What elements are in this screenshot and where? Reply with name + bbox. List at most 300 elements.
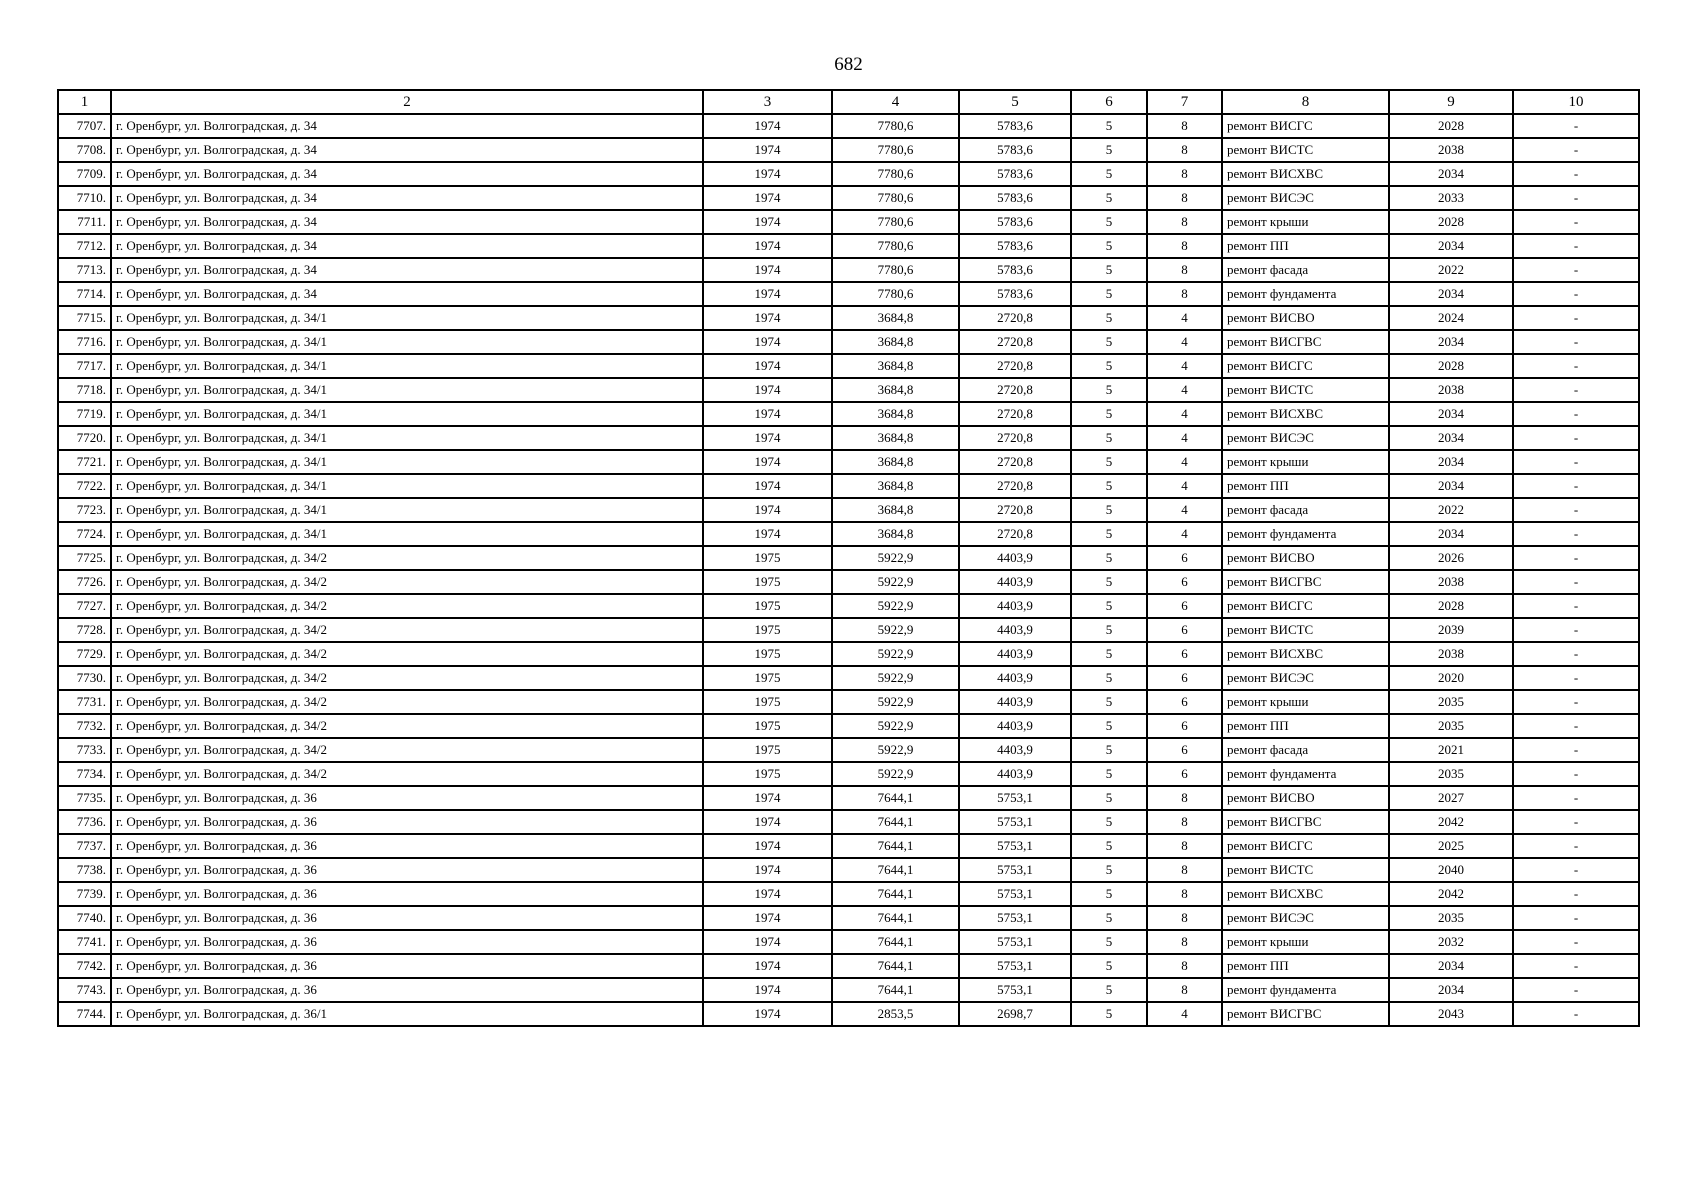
row-number-cell: 7712. [58, 234, 111, 258]
column-header: 4 [832, 90, 959, 114]
year-cell: 1975 [703, 762, 832, 786]
plan-year-cell: 2039 [1389, 618, 1513, 642]
entrances-cell: 8 [1147, 234, 1222, 258]
address-cell: г. Оренбург, ул. Волгоградская, д. 34/1 [111, 402, 703, 426]
area-total-cell: 7644,1 [832, 786, 959, 810]
area-living-cell: 5783,6 [959, 234, 1071, 258]
table-row [58, 762, 1639, 786]
area-living-cell: 2720,8 [959, 402, 1071, 426]
table-row [58, 786, 1639, 810]
year-cell: 1974 [703, 186, 832, 210]
year-cell: 1974 [703, 210, 832, 234]
address-cell: г. Оренбург, ул. Волгоградская, д. 34/2 [111, 642, 703, 666]
address-cell: г. Оренбург, ул. Волгоградская, д. 34 [111, 186, 703, 210]
row-number-cell: 7723. [58, 498, 111, 522]
table-row [58, 546, 1639, 570]
work-type-cell: ремонт ПП [1222, 714, 1389, 738]
address-cell: г. Оренбург, ул. Волгоградская, д. 34/2 [111, 666, 703, 690]
entrances-cell: 8 [1147, 882, 1222, 906]
address-cell: г. Оренбург, ул. Волгоградская, д. 34/2 [111, 690, 703, 714]
table-row [58, 186, 1639, 210]
area-living-cell: 5783,6 [959, 186, 1071, 210]
year-cell: 1974 [703, 234, 832, 258]
row-number-cell: 7737. [58, 834, 111, 858]
floors-cell: 5 [1071, 786, 1147, 810]
table-row [58, 858, 1639, 882]
floors-cell: 5 [1071, 258, 1147, 282]
plan-year-cell: 2042 [1389, 882, 1513, 906]
address-cell: г. Оренбург, ул. Волгоградская, д. 34 [111, 162, 703, 186]
area-total-cell: 5922,9 [832, 762, 959, 786]
row-number-cell: 7738. [58, 858, 111, 882]
address-cell: г. Оренбург, ул. Волгоградская, д. 34/2 [111, 546, 703, 570]
year-cell: 1974 [703, 426, 832, 450]
area-total-cell: 7644,1 [832, 834, 959, 858]
area-living-cell: 4403,9 [959, 570, 1071, 594]
address-cell: г. Оренбург, ул. Волгоградская, д. 34 [111, 282, 703, 306]
row-number-cell: 7731. [58, 690, 111, 714]
floors-cell: 5 [1071, 594, 1147, 618]
entrances-cell: 8 [1147, 858, 1222, 882]
area-total-cell: 7644,1 [832, 810, 959, 834]
entrances-cell: 4 [1147, 474, 1222, 498]
work-type-cell: ремонт фасада [1222, 258, 1389, 282]
area-living-cell: 4403,9 [959, 714, 1071, 738]
note-cell: - [1513, 906, 1639, 930]
area-total-cell: 5922,9 [832, 594, 959, 618]
area-living-cell: 2720,8 [959, 498, 1071, 522]
work-type-cell: ремонт ВИСТС [1222, 618, 1389, 642]
note-cell: - [1513, 450, 1639, 474]
work-type-cell: ремонт ВИСХВС [1222, 402, 1389, 426]
table-row [58, 354, 1639, 378]
entrances-cell: 4 [1147, 306, 1222, 330]
area-living-cell: 4403,9 [959, 738, 1071, 762]
row-number-cell: 7717. [58, 354, 111, 378]
table-row [58, 474, 1639, 498]
work-type-cell: ремонт ВИСГВС [1222, 1002, 1389, 1026]
year-cell: 1975 [703, 714, 832, 738]
area-total-cell: 5922,9 [832, 546, 959, 570]
area-living-cell: 5783,6 [959, 258, 1071, 282]
table-row [58, 906, 1639, 930]
address-cell: г. Оренбург, ул. Волгоградская, д. 36 [111, 882, 703, 906]
work-type-cell: ремонт ПП [1222, 474, 1389, 498]
plan-year-cell: 2021 [1389, 738, 1513, 762]
entrances-cell: 6 [1147, 690, 1222, 714]
area-living-cell: 5753,1 [959, 858, 1071, 882]
address-cell: г. Оренбург, ул. Волгоградская, д. 34/2 [111, 570, 703, 594]
floors-cell: 5 [1071, 378, 1147, 402]
table-row [58, 570, 1639, 594]
area-total-cell: 5922,9 [832, 690, 959, 714]
work-type-cell: ремонт ВИСТС [1222, 138, 1389, 162]
plan-year-cell: 2028 [1389, 114, 1513, 138]
year-cell: 1974 [703, 114, 832, 138]
work-type-cell: ремонт ВИСТС [1222, 858, 1389, 882]
entrances-cell: 6 [1147, 762, 1222, 786]
year-cell: 1974 [703, 306, 832, 330]
row-number-cell: 7716. [58, 330, 111, 354]
area-total-cell: 7780,6 [832, 210, 959, 234]
plan-year-cell: 2038 [1389, 138, 1513, 162]
work-type-cell: ремонт ВИСГС [1222, 114, 1389, 138]
floors-cell: 5 [1071, 618, 1147, 642]
year-cell: 1974 [703, 786, 832, 810]
note-cell: - [1513, 234, 1639, 258]
area-living-cell: 2720,8 [959, 378, 1071, 402]
entrances-cell: 8 [1147, 114, 1222, 138]
area-living-cell: 4403,9 [959, 618, 1071, 642]
table-row [58, 714, 1639, 738]
area-total-cell: 5922,9 [832, 666, 959, 690]
row-number-cell: 7725. [58, 546, 111, 570]
floors-cell: 5 [1071, 642, 1147, 666]
work-type-cell: ремонт крыши [1222, 930, 1389, 954]
address-cell: г. Оренбург, ул. Волгоградская, д. 34/2 [111, 714, 703, 738]
floors-cell: 5 [1071, 978, 1147, 1002]
table-row [58, 114, 1639, 138]
table-row [58, 882, 1639, 906]
floors-cell: 5 [1071, 522, 1147, 546]
table-row [58, 930, 1639, 954]
plan-year-cell: 2035 [1389, 906, 1513, 930]
column-header: 10 [1513, 90, 1639, 114]
year-cell: 1974 [703, 474, 832, 498]
area-living-cell: 5753,1 [959, 834, 1071, 858]
plan-year-cell: 2034 [1389, 282, 1513, 306]
area-total-cell: 7780,6 [832, 258, 959, 282]
address-cell: г. Оренбург, ул. Волгоградская, д. 36 [111, 858, 703, 882]
year-cell: 1974 [703, 930, 832, 954]
work-type-cell: ремонт ВИСГС [1222, 354, 1389, 378]
entrances-cell: 8 [1147, 186, 1222, 210]
year-cell: 1974 [703, 282, 832, 306]
entrances-cell: 8 [1147, 810, 1222, 834]
note-cell: - [1513, 738, 1639, 762]
address-cell: г. Оренбург, ул. Волгоградская, д. 34/1 [111, 378, 703, 402]
address-cell: г. Оренбург, ул. Волгоградская, д. 36 [111, 930, 703, 954]
note-cell: - [1513, 594, 1639, 618]
table-row [58, 1002, 1639, 1026]
address-cell: г. Оренбург, ул. Волгоградская, д. 34/2 [111, 618, 703, 642]
work-type-cell: ремонт фундамента [1222, 522, 1389, 546]
plan-year-cell: 2034 [1389, 474, 1513, 498]
work-type-cell: ремонт фундамента [1222, 978, 1389, 1002]
area-living-cell: 4403,9 [959, 594, 1071, 618]
address-cell: г. Оренбург, ул. Волгоградская, д. 34/1 [111, 450, 703, 474]
address-cell: г. Оренбург, ул. Волгоградская, д. 34/2 [111, 762, 703, 786]
floors-cell: 5 [1071, 114, 1147, 138]
table-row [58, 402, 1639, 426]
plan-year-cell: 2035 [1389, 714, 1513, 738]
table-row [58, 618, 1639, 642]
table-row [58, 426, 1639, 450]
note-cell: - [1513, 690, 1639, 714]
table-row [58, 954, 1639, 978]
area-total-cell: 7780,6 [832, 186, 959, 210]
plan-year-cell: 2034 [1389, 330, 1513, 354]
area-total-cell: 5922,9 [832, 570, 959, 594]
area-living-cell: 5753,1 [959, 906, 1071, 930]
address-cell: г. Оренбург, ул. Волгоградская, д. 36/1 [111, 1002, 703, 1026]
area-total-cell: 7644,1 [832, 930, 959, 954]
plan-year-cell: 2025 [1389, 834, 1513, 858]
area-living-cell: 5783,6 [959, 282, 1071, 306]
address-cell: г. Оренбург, ул. Волгоградская, д. 34 [111, 138, 703, 162]
note-cell: - [1513, 546, 1639, 570]
area-total-cell: 7644,1 [832, 882, 959, 906]
year-cell: 1974 [703, 402, 832, 426]
plan-year-cell: 2035 [1389, 690, 1513, 714]
floors-cell: 5 [1071, 186, 1147, 210]
note-cell: - [1513, 786, 1639, 810]
entrances-cell: 4 [1147, 378, 1222, 402]
note-cell: - [1513, 210, 1639, 234]
entrances-cell: 6 [1147, 666, 1222, 690]
area-total-cell: 5922,9 [832, 738, 959, 762]
year-cell: 1975 [703, 738, 832, 762]
address-cell: г. Оренбург, ул. Волгоградская, д. 34 [111, 114, 703, 138]
plan-year-cell: 2028 [1389, 594, 1513, 618]
area-total-cell: 2853,5 [832, 1002, 959, 1026]
row-number-cell: 7710. [58, 186, 111, 210]
plan-year-cell: 2027 [1389, 786, 1513, 810]
plan-year-cell: 2034 [1389, 450, 1513, 474]
entrances-cell: 6 [1147, 618, 1222, 642]
entrances-cell: 4 [1147, 522, 1222, 546]
floors-cell: 5 [1071, 138, 1147, 162]
address-cell: г. Оренбург, ул. Волгоградская, д. 36 [111, 810, 703, 834]
address-cell: г. Оренбург, ул. Волгоградская, д. 34/1 [111, 330, 703, 354]
table-body [58, 114, 1639, 1026]
floors-cell: 5 [1071, 306, 1147, 330]
row-number-cell: 7719. [58, 402, 111, 426]
entrances-cell: 8 [1147, 258, 1222, 282]
address-cell: г. Оренбург, ул. Волгоградская, д. 34/2 [111, 594, 703, 618]
floors-cell: 5 [1071, 330, 1147, 354]
entrances-cell: 6 [1147, 738, 1222, 762]
note-cell: - [1513, 282, 1639, 306]
note-cell: - [1513, 378, 1639, 402]
work-type-cell: ремонт ВИСГВС [1222, 570, 1389, 594]
note-cell: - [1513, 138, 1639, 162]
note-cell: - [1513, 858, 1639, 882]
column-header: 2 [111, 90, 703, 114]
entrances-cell: 4 [1147, 450, 1222, 474]
address-cell: г. Оренбург, ул. Волгоградская, д. 36 [111, 834, 703, 858]
floors-cell: 5 [1071, 474, 1147, 498]
floors-cell: 5 [1071, 666, 1147, 690]
area-living-cell: 2720,8 [959, 306, 1071, 330]
area-living-cell: 2720,8 [959, 522, 1071, 546]
plan-year-cell: 2034 [1389, 954, 1513, 978]
table-row [58, 306, 1639, 330]
plan-year-cell: 2035 [1389, 762, 1513, 786]
work-type-cell: ремонт ВИСЭС [1222, 906, 1389, 930]
table-row [58, 666, 1639, 690]
table-row [58, 330, 1639, 354]
year-cell: 1974 [703, 858, 832, 882]
year-cell: 1974 [703, 834, 832, 858]
area-total-cell: 7644,1 [832, 906, 959, 930]
row-number-cell: 7718. [58, 378, 111, 402]
work-type-cell: ремонт ВИСВО [1222, 306, 1389, 330]
year-cell: 1974 [703, 882, 832, 906]
row-number-cell: 7741. [58, 930, 111, 954]
area-living-cell: 2720,8 [959, 426, 1071, 450]
year-cell: 1974 [703, 258, 832, 282]
note-cell: - [1513, 114, 1639, 138]
year-cell: 1974 [703, 978, 832, 1002]
year-cell: 1975 [703, 618, 832, 642]
year-cell: 1975 [703, 594, 832, 618]
plan-year-cell: 2034 [1389, 978, 1513, 1002]
area-total-cell: 3684,8 [832, 426, 959, 450]
area-total-cell: 5922,9 [832, 642, 959, 666]
plan-year-cell: 2038 [1389, 570, 1513, 594]
floors-cell: 5 [1071, 210, 1147, 234]
work-type-cell: ремонт крыши [1222, 690, 1389, 714]
table-row [58, 810, 1639, 834]
work-type-cell: ремонт ВИСВО [1222, 786, 1389, 810]
table-row [58, 642, 1639, 666]
column-header: 8 [1222, 90, 1389, 114]
row-number-cell: 7721. [58, 450, 111, 474]
area-total-cell: 3684,8 [832, 450, 959, 474]
entrances-cell: 4 [1147, 402, 1222, 426]
plan-year-cell: 2043 [1389, 1002, 1513, 1026]
row-number-cell: 7729. [58, 642, 111, 666]
work-type-cell: ремонт ВИСЭС [1222, 186, 1389, 210]
table-row [58, 138, 1639, 162]
registry-table [57, 89, 1640, 1027]
year-cell: 1975 [703, 690, 832, 714]
table-header-row [58, 90, 1639, 114]
year-cell: 1974 [703, 498, 832, 522]
plan-year-cell: 2026 [1389, 546, 1513, 570]
entrances-cell: 8 [1147, 282, 1222, 306]
plan-year-cell: 2040 [1389, 858, 1513, 882]
floors-cell: 5 [1071, 354, 1147, 378]
year-cell: 1974 [703, 330, 832, 354]
plan-year-cell: 2028 [1389, 210, 1513, 234]
row-number-cell: 7714. [58, 282, 111, 306]
note-cell: - [1513, 306, 1639, 330]
floors-cell: 5 [1071, 282, 1147, 306]
area-total-cell: 3684,8 [832, 330, 959, 354]
floors-cell: 5 [1071, 546, 1147, 570]
plan-year-cell: 2024 [1389, 306, 1513, 330]
area-living-cell: 5753,1 [959, 954, 1071, 978]
area-living-cell: 5783,6 [959, 114, 1071, 138]
row-number-cell: 7742. [58, 954, 111, 978]
row-number-cell: 7713. [58, 258, 111, 282]
area-total-cell: 7644,1 [832, 954, 959, 978]
area-living-cell: 5783,6 [959, 162, 1071, 186]
plan-year-cell: 2020 [1389, 666, 1513, 690]
plan-year-cell: 2034 [1389, 522, 1513, 546]
work-type-cell: ремонт ВИСЭС [1222, 666, 1389, 690]
note-cell: - [1513, 882, 1639, 906]
plan-year-cell: 2032 [1389, 930, 1513, 954]
note-cell: - [1513, 1002, 1639, 1026]
note-cell: - [1513, 714, 1639, 738]
year-cell: 1975 [703, 570, 832, 594]
row-number-cell: 7743. [58, 978, 111, 1002]
row-number-cell: 7727. [58, 594, 111, 618]
row-number-cell: 7708. [58, 138, 111, 162]
table-row [58, 978, 1639, 1002]
area-living-cell: 2720,8 [959, 450, 1071, 474]
entrances-cell: 6 [1147, 594, 1222, 618]
area-total-cell: 7780,6 [832, 114, 959, 138]
year-cell: 1974 [703, 1002, 832, 1026]
floors-cell: 5 [1071, 1002, 1147, 1026]
floors-cell: 5 [1071, 738, 1147, 762]
work-type-cell: ремонт фундамента [1222, 762, 1389, 786]
note-cell: - [1513, 834, 1639, 858]
area-total-cell: 3684,8 [832, 474, 959, 498]
work-type-cell: ремонт ПП [1222, 954, 1389, 978]
work-type-cell: ремонт ВИСГС [1222, 834, 1389, 858]
floors-cell: 5 [1071, 906, 1147, 930]
entrances-cell: 4 [1147, 330, 1222, 354]
area-total-cell: 3684,8 [832, 498, 959, 522]
plan-year-cell: 2028 [1389, 354, 1513, 378]
table-row [58, 378, 1639, 402]
address-cell: г. Оренбург, ул. Волгоградская, д. 34/1 [111, 522, 703, 546]
table-row [58, 162, 1639, 186]
year-cell: 1974 [703, 378, 832, 402]
column-header: 7 [1147, 90, 1222, 114]
row-number-cell: 7728. [58, 618, 111, 642]
note-cell: - [1513, 522, 1639, 546]
floors-cell: 5 [1071, 954, 1147, 978]
address-cell: г. Оренбург, ул. Волгоградская, д. 34/1 [111, 474, 703, 498]
row-number-cell: 7740. [58, 906, 111, 930]
note-cell: - [1513, 930, 1639, 954]
row-number-cell: 7739. [58, 882, 111, 906]
work-type-cell: ремонт ВИСГВС [1222, 330, 1389, 354]
table-row [58, 234, 1639, 258]
area-living-cell: 5783,6 [959, 138, 1071, 162]
work-type-cell: ремонт ВИСГС [1222, 594, 1389, 618]
floors-cell: 5 [1071, 426, 1147, 450]
note-cell: - [1513, 330, 1639, 354]
work-type-cell: ремонт ВИСХВС [1222, 162, 1389, 186]
table-row [58, 498, 1639, 522]
work-type-cell: ремонт ВИСВО [1222, 546, 1389, 570]
row-number-cell: 7735. [58, 786, 111, 810]
address-cell: г. Оренбург, ул. Волгоградская, д. 34/1 [111, 426, 703, 450]
year-cell: 1974 [703, 522, 832, 546]
area-total-cell: 7780,6 [832, 234, 959, 258]
floors-cell: 5 [1071, 450, 1147, 474]
year-cell: 1974 [703, 810, 832, 834]
note-cell: - [1513, 258, 1639, 282]
entrances-cell: 6 [1147, 642, 1222, 666]
plan-year-cell: 2034 [1389, 162, 1513, 186]
work-type-cell: ремонт фундамента [1222, 282, 1389, 306]
floors-cell: 5 [1071, 570, 1147, 594]
table-row [58, 450, 1639, 474]
address-cell: г. Оренбург, ул. Волгоградская, д. 36 [111, 954, 703, 978]
entrances-cell: 8 [1147, 930, 1222, 954]
entrances-cell: 6 [1147, 546, 1222, 570]
note-cell: - [1513, 570, 1639, 594]
area-total-cell: 3684,8 [832, 378, 959, 402]
